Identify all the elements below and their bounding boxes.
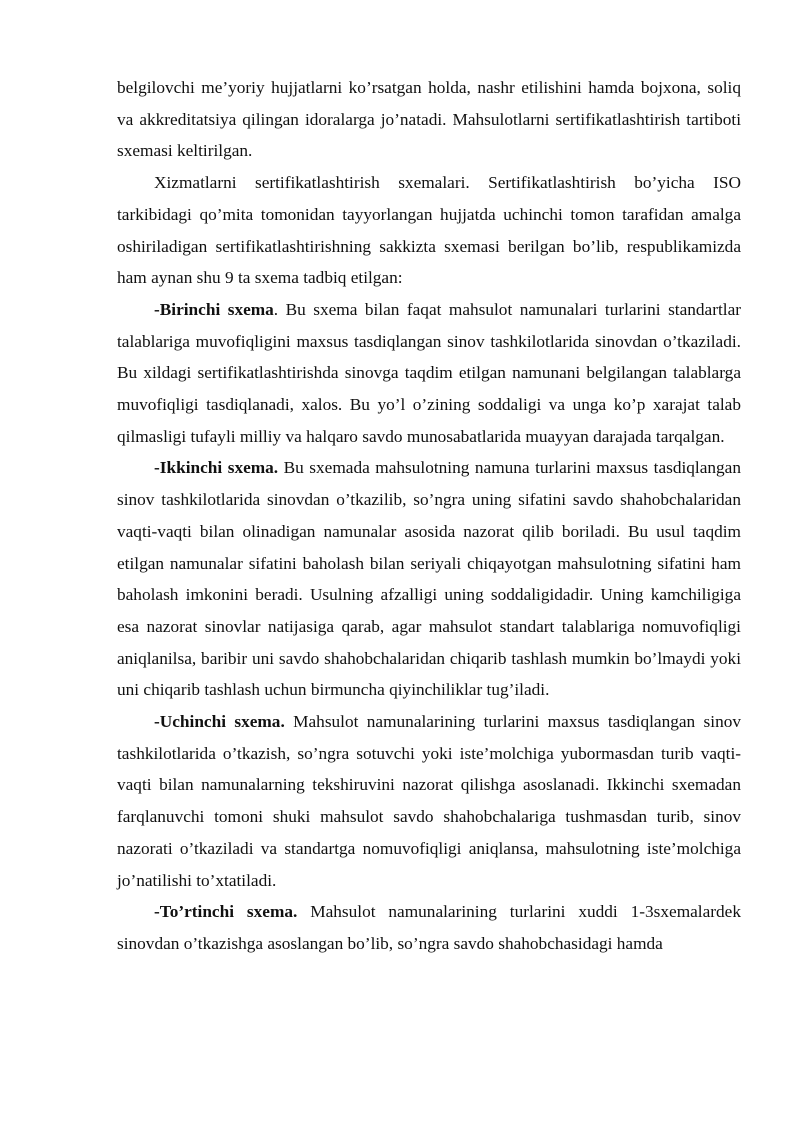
paragraph-service-schemes	[117, 167, 741, 294]
paragraph-third-scheme	[117, 706, 741, 896]
scheme-term: -Ikkinchi sxema.	[154, 458, 279, 478]
paragraph-text: Xizmatlarni sertifikatlashtirish sxemalari. Sertifikatlashtirish bo’yicha ISO tarkibidagi qo’mita tomonidan tayyorlangan hujjatda uchinchi tomon tarafidan amalga oshiriladigan sertifikatlashtirishning sakkizta sxemasi berilgan bo’lib, respublikamizda ham aynan shu 9 ta sxema tadbiq etilgan:	[117, 173, 741, 288]
paragraph-text: Bu sxemada mahsulotning namuna turlarini maxsus tasdiqlangan sinov tashkilotlarida sinovdan o’tkazilib, so’ngra uning sifatini savdo shahobchalaridan vaqti-vaqti bilan olinadigan namunalar asosida nazorat qilib boriladi. Bu usul taqdim etilgan namunalar sifatini baholash bilan seriyali chiqayotgan mahsulotning sifatini ham baholash imkonini beradi. Usulning afzalligi uning soddaligidadir. Uning kamchiligiga esa nazorat sinovlar natijasiga qarab, agar mahsulot standart talablariga nomuvofiqligi aniqlanilsa, baribir uni savdo shahobchalaridan chiqarib tashlash mumkin bo’lmaydi yoki uni chiqarib tashlash uchun birmuncha qiyinchiliklar tug’iladi.	[117, 458, 741, 700]
body-text	[117, 72, 741, 960]
paragraph-fourth-scheme	[117, 896, 741, 959]
paragraph-second-scheme	[117, 452, 741, 706]
paragraph-text: belgilovchi me’yoriy hujjatlarni ko’rsatgan holda, nashr etilishini hamda bojxona, soliq va akkreditatsiya qilingan idoralarga jo’natadi. Mahsulotlarni sertifikatlashtirish tartiboti sxemasi keltirilgan.	[117, 78, 741, 161]
scheme-term: -Uchinchi sxema.	[154, 712, 285, 732]
scheme-term: -To’rtinchi sxema.	[154, 902, 298, 922]
scheme-term: -Birinchi sxema	[154, 299, 274, 319]
paragraph-text: . Bu sxema bilan faqat mahsulot namunalari turlarini standartlar talablariga muvofiqligini maxsus tasdiqlangan sinov tashkilotlarida sinovdan o’tkaziladi. Bu xildagi sertifikatlashtirishda sinovga taqdim etilgan namunani belgilangan talablarga muvofiqligi tasdiqlanadi, xalos. Bu yo’l o’zining soddaligi va unga ko’p xarajat talab qilmasligi tufayli milliy va halqaro savdo munosabatlarida muayyan darajada tarqalgan.	[117, 299, 741, 446]
paragraph-first-scheme	[117, 294, 741, 453]
paragraph-text: Mahsulot namunalarining turlarini maxsus tasdiqlangan sinov tashkilotlarida o’tkazish, so’ngra sotuvchi yoki iste’molchiga yubormasdan turib vaqti-vaqti bilan namunalarning tekshiruvini nazorat qilishga asoslanadi. Ikkinchi sxemadan farqlanuvchi tomoni shuki mahsulot savdo shahobchalariga tushmasdan turib, sinov nazorati o’tkaziladi va standartga nomuvofiqligi aniqlansa, mahsulotning iste’molchiga jo’natilishi to’xtatiladi.	[117, 712, 741, 890]
paragraph-continuation	[117, 72, 741, 167]
paragraph-text: Mahsulot namunalarining turlarini xuddi 1-3sxemalardek sinovdan o’tkazishga asoslangan bo’lib, so’ngra savdo shahobchasidagi hamda	[117, 902, 741, 953]
